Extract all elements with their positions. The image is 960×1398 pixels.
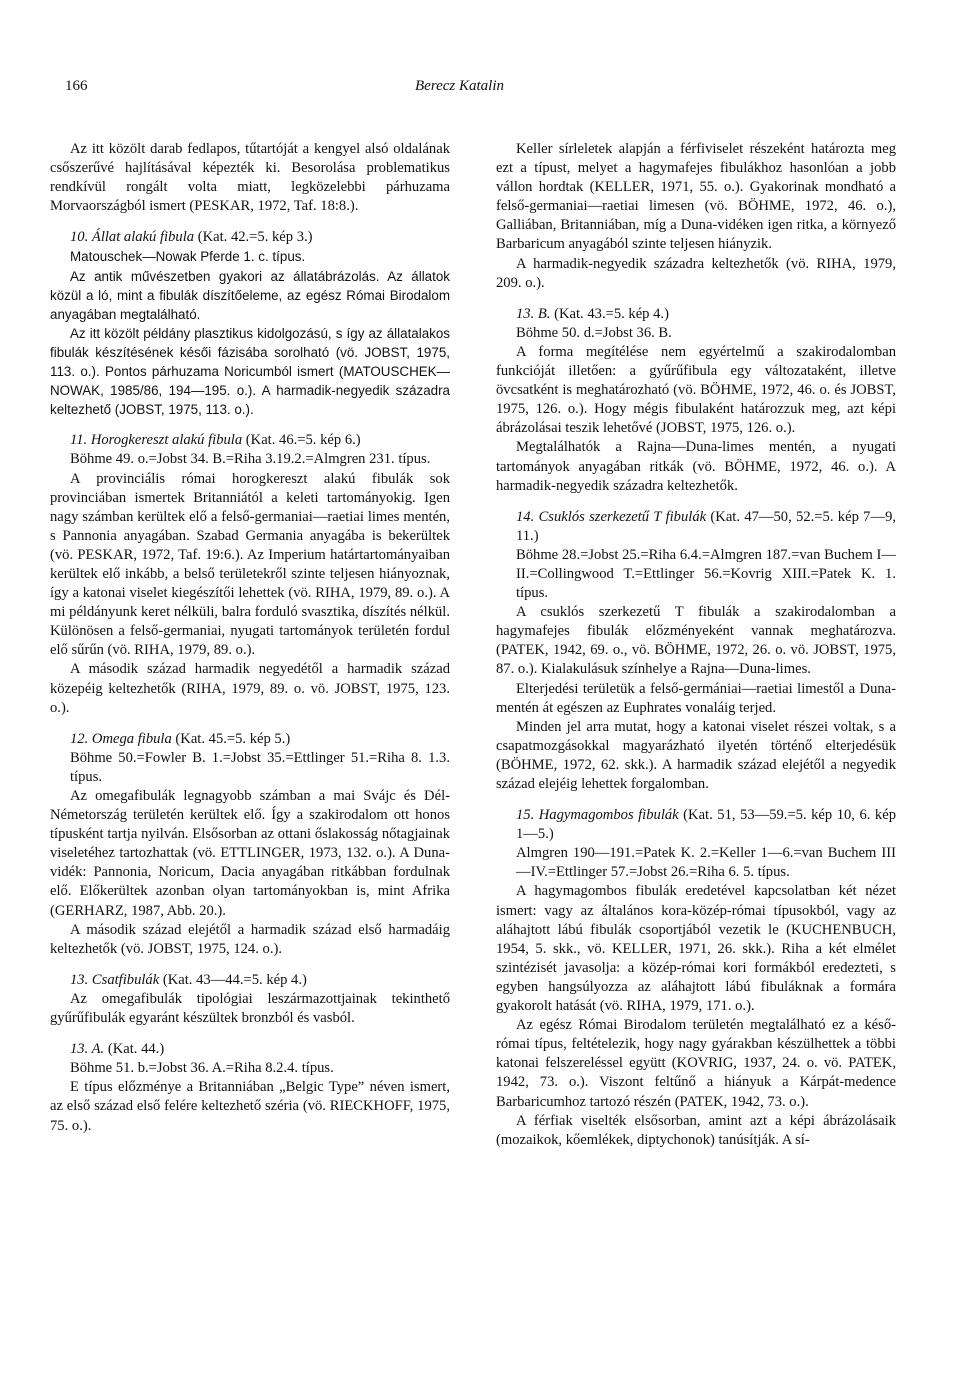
paragraph: Az omegafibulák tipológiai leszármazottjainak tekinthető gyűrűfibulák egyaránt készültek bronzból és vasból. [50,990,450,1027]
section-title: Csuklós szerkezetű T fibulák [538,508,707,525]
paragraph: Elterjedési területük a felső-germániai—raetiai limestől a Duna-mentén át egészen az Euphrates vonaláig terjed. [496,680,896,716]
section-heading-10 [50,228,450,247]
section-heading-14 [496,508,896,546]
paragraph: Az antik művészetben gyakori az állatábrázolás. Az állatok közül a ló, mint a fibulák díszítőeleme, az egész Római Birodalom anyagában megtalálható. [50,268,450,322]
paragraph: A férfiak viselték elsősorban, amint azt a képi ábrázolásaik (mozaikok, kőemlékek, diptychonok) tanúsítják. A sí- [496,1112,896,1148]
section-ref: (Kat. 51, 53—59.=5. kép 10, 6. kép 1—5.) [516,807,896,843]
paragraph: Megtalálhatók a Rajna—Duna-limes mentén, a nyugati tartományok anyagában ritkák (vö. BÖHME, 1972, 46. o.). A harmadik-negyedik századra keltezhetők. [496,439,896,494]
paragraph: E típus előzménye a Britanniában „Belgic Type” néven ismert, az első század első felére keltezhető széria (vö. RIECKHOFF, 1975, 75. o.). [50,1079,450,1134]
type-reference: Almgren 190—191.=Patek K. 2.=Keller 1—6.=van Buchem III—IV.=Ettlinger 57.=Jobst 26.=Riha 6. 5. típus. [516,845,896,881]
section-heading-13 [50,971,450,990]
paragraph: Az itt közölt darab fedlapos, tűtartóját a kengyel alsó oldalának csőszerűvé hajlításával képezték ki. Besorolása problematikus rendkívül rongált volta miatt, legközelebbi párhuzama Morvaországból ismert (PESKAR, 1972, Taf. 18:8.). [50,141,450,215]
paragraph: Minden jel arra mutat, hogy a katonai viselet részei voltak, s a csapatmozgásokkal magyarázható ilyetén történő elterjedésük (BÖHME, 1972, 62. skk.). A harmadik század elejétől a negyedik század elejéig lehettek forgalomban. [496,718,896,792]
right-column [496,140,896,1150]
section-ref: (Kat. 45.=5. kép 5.) [171,730,291,747]
paragraph: Az egész Római Birodalom területén megtalálható ez a késő-római típus, feltételezik, hogy nagy gyárakban készülhettek a többi katonai felszereléssel együtt (KOVRIG, 1937, 24. o. vö. PATEK, 1942, 73. o.). Viszont feltűnő a hiányuk a Kárpát-medence Barbaricumhoz tartozó részén (PATEK, 1942, 73. o.). [496,1017,896,1110]
section-number: 13. [70,971,89,988]
paragraph: A második század elejétől a harmadik század első harmadáig keltezhetők (vö. JOBST, 1975, 124. o.). [50,921,450,957]
paragraph: A csuklós szerkezetű T fibulák a szakirodalomban a hagymafejes fibulák előzményeként vannak meghatározva. (PATEK, 1942, 69. o., vö. BÖHME, 1972, 26. o. vö. JOBST, 1975, 87. o.). Kialakulásuk színhelye a Rajna—Duna-limes. [496,604,896,678]
section-ref: (Kat. 46.=5. kép 6.) [242,432,361,449]
section-title: Hagymagombos fibulák [538,807,679,824]
section-heading-15 [496,806,896,844]
section-number: 10. [70,229,89,246]
section-heading-13b [496,305,896,324]
section-ref: (Kat. 42.=5. kép 3.) [194,229,313,246]
paragraph: Az itt közölt példány plasztikus kidolgozású, s így az állatalakos fibulák készítésének késői fázisába sorolható (vö. JOBST, 1975, 113. o.). Pontos párhuzama Noricumból ismert (MATOUSCHEK—NOWAK, 1985/86, 194—195. o.). A harmadik-negyedik századra keltezhető (JOBST, 1975, 113. o.). [50,325,450,418]
section-number: 14. [516,508,535,525]
section-title: Csatfibulák [91,971,160,988]
section-heading-13a [50,1040,450,1059]
paragraph: A hagymagombos fibulák eredetével kapcsolatban két nézet ismert: vagy az általános kora-közép-római típusokból, vagy az aláhajtott lábú fibulák csoportjából vezetik le (KUCHENBUCH, 1954, 5. skk., vö. KELLER, 1971, 26. skk.). Riha a két elmélet szintézisét javasolja: a közép-római kori formákból eredezteti, s egyben hangsúlyozza az aláhajtott lábú fibuláknak a formára gyakorolt hatását (vö. RIHA, 1979, 171. o.). [496,883,896,1015]
page-number: 166 [65,78,88,94]
section-ref: (Kat. 43.=5. kép 4.) [550,305,669,322]
paragraph: A második század harmadik negyedétől a harmadik század közepéig keltezhetők (RIHA, 1979, 89. o. vö. JOBST, 1975, 123. o.). [50,661,450,716]
section-number: 13. A. [70,1041,105,1058]
paragraph: A forma megítélése nem egyértelmű a szakirodalomban funkcióját illetően: a gyűrűfibula egy változataként, illetve övcsatként is meghatározható (vö. BÖHME, 1972, 46. o. és JOBST, 1975, 126. o.). Hogy mégis fibulaként határozzuk meg, azt képi ábrázolásai teszik lehetővé (JOBST, 1975, 126. o.). [496,343,896,437]
section-title: Horogkereszt alakú fibula [90,432,243,449]
section-ref: (Kat. 44.) [104,1041,165,1058]
paragraph: Az omegafibulák legnagyobb számban a mai Svájc és Dél-Németország területén kerültek elő. Így a szakirodalom ott honos típusként tartja nyilván. Elsősorban az ottani őslakosság nőtagjainak viseletéhez tartozhattak (vö. ETTLINGER, 1973, 132. o.). A Duna-vidék: Pannonia, Noricum, Dacia anyagában ritkábban fordulnak elő. Előkerültek azonban olyan tartományokban is, mint Afrika (GERHARZ, 1987, Abb. 20.). [50,788,450,919]
section-number: 12. [70,730,89,747]
section-heading-11 [50,431,450,450]
type-reference: Böhme 50.=Fowler B. 1.=Jobst 35.=Ettlinger 51.=Riha 8. 1.3. típus. [70,749,450,785]
paragraph: A harmadik-negyedik századra keltezhetők (vö. RIHA, 1979, 209. o.). [496,255,896,291]
left-column [50,140,450,1136]
type-reference: Böhme 50. d.=Jobst 36. B. [516,324,672,341]
section-number: 15. [516,807,535,824]
type-reference: Böhme 28.=Jobst 25.=Riha 6.4.=Almgren 187.=van Buchem I—II.=Collingwood T.=Ettlinger 56.=Kovrig XIII.=Patek K. 1. típus. [516,546,896,602]
section-heading-12 [50,730,450,749]
running-author: Berecz Katalin [415,78,505,94]
section-number: 13. B. [516,305,551,322]
section-number: 11. [70,432,88,449]
section-ref: (Kat. 43—44.=5. kép 4.) [159,971,307,988]
type-reference: Böhme 51. b.=Jobst 36. A.=Riha 8.2.4. típus. [70,1060,334,1077]
paragraph: A provinciális római horogkereszt alakú fibulák sok provinciában ismertek Britanniától a keleti tartományokig. Igen nagy számban kerültek elő a felső-germaniai—raetiai limes mentén, s Pannonia anyagában. Szabad Germania anyagába is bekerültek (vö. PESKAR, 1972, Taf. 19:6.). Az Imperium határtartományaiban kerültek elő inkább, a belső területekről szinte teljesen hiányoznak, így a katonai viselet kiegészítői lehettek (vö. RIHA, 1979, 89. o.). A mi példányunk keret nélküli, balra forduló svasztika, díszítés nélkül. Különösen a felső-germaniai, nyugati tartományok területén fordul elő sűrűn (vö. RIHA, 1979, 89. o.). [50,470,450,659]
type-reference: Böhme 49. o.=Jobst 34. B.=Riha 3.19.2.=Almgren 231. típus. [70,451,431,468]
paragraph: Keller sírleletek alapján a férfiviselet részeként határozta meg ezt a típust, melyet a hagymafejes fibulákhoz hasonlóan a jobb vállon hordtak (KELLER, 1971, 55. o.). Gyakorinak mondható a felső-germaniai—raetiai limesen (vö. BÖHME, 1972, 46. o.), Galliában, Britanniában, míg a Duna-vidéken igen ritka, a környező Barbaricum anyagából szinte teljesen hiányzik. [496,141,896,253]
section-title: Omega fibula [91,730,172,747]
section-title: Állat alakú fibula [91,229,195,246]
type-reference: Matouschek—Nowak Pferde 1. c. típus. [70,249,306,265]
section-ref: (Kat. 47—50, 52.=5. kép 7—9, 11.) [516,508,897,544]
